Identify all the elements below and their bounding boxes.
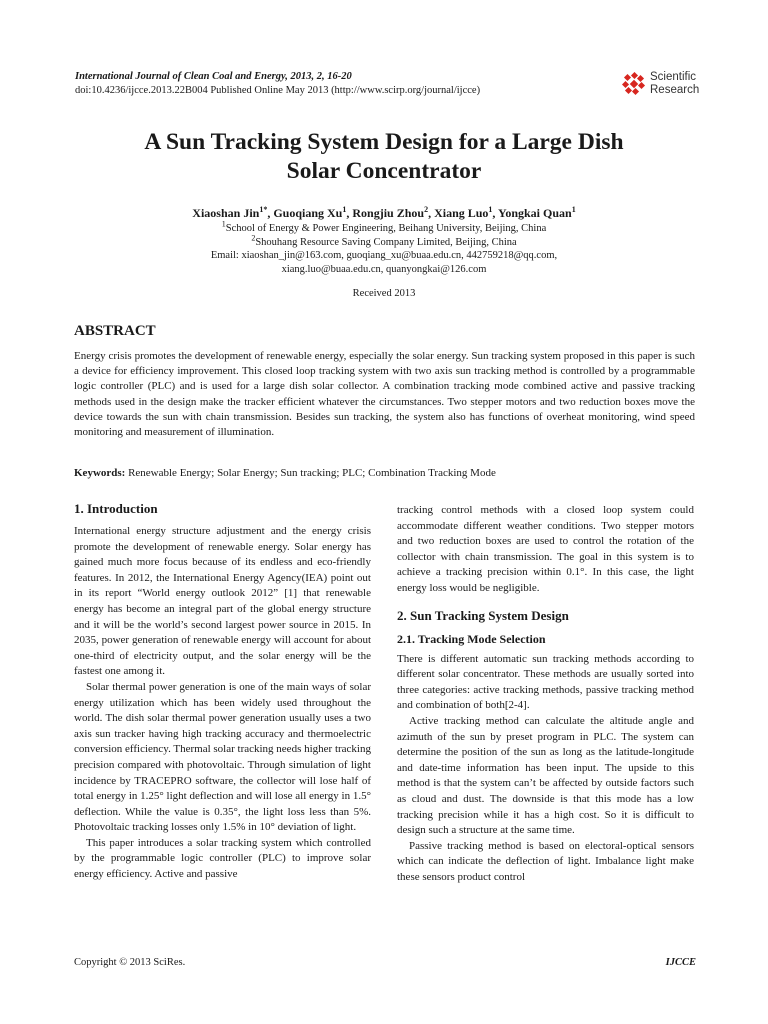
email-line-2: xiang.luo@buaa.edu.cn, quanyongkai@126.com — [281, 263, 487, 275]
section-heading: 2. Sun Tracking System Design — [397, 607, 569, 623]
author-separator: , — [492, 206, 498, 220]
paragraph: Solar thermal power generation is one of the main ways of solar energy utilization which has been widely used throughout the world. The dish solar thermal power generation usually uses a two axis sun tracker having high tracking accuracy and thermoelectric conversion efficiency. Thermal solar tracking needs higher tracking precision compared with photovoltaic. Through simulation of light incidence by TRACEPRO software, the collector will lose half of total energy in 1.25° light deflection and will lose all energy in 1.5° deflection. While the value is 0.35°, the light loss less than 5%. Photovoltaic tracking losses only 1.5% in 10° deviation of light. — [74, 680, 371, 834]
affiliation-text: School of Energy & Power Engineering, Beihang University, Beijing, China — [225, 223, 547, 234]
publisher-logo — [622, 70, 702, 100]
section-heading: 1. Introduction — [74, 501, 158, 516]
author-affiliation-mark: 1* — [259, 205, 268, 214]
doi-line: doi:10.4236/ijcce.2013.22B004 Published Online May 2013 (http://www.scirp.org/journal/ijcce) — [75, 85, 481, 96]
affiliation-mark: 2 — [251, 233, 256, 243]
author-separator: , — [267, 206, 274, 220]
abstract-body — [74, 349, 695, 440]
paragraph: tracking control methods with a closed loop system could accommodate different weather conditions. Two stepper motors and two reduction boxes are used to control the rotation of the collector with chain transmission. The goal in this system is to achieve a tracking precision within 0.1°. In this case, the light energy loss would be negligible. — [397, 504, 694, 594]
subsection-heading: 2.1. Tracking Mode Selection — [397, 631, 546, 646]
paragraph: This paper introduces a solar tracking system which controlled by the programmable logic controller (PLC) to improve solar energy efficiency. Active and passive — [74, 836, 371, 881]
keywords-label: Keywords: — [74, 467, 126, 479]
affiliation-mark: 1 — [221, 219, 226, 229]
author-name: Yongkai Quan — [497, 206, 572, 220]
affiliation-text: Shouhang Resource Saving Company Limited, Beijing, China — [255, 236, 517, 248]
journal-meta: , 2013, 2, 16-20 — [285, 71, 352, 82]
journal-citation — [75, 70, 480, 84]
keywords-text: Renewable Energy; Solar Energy; Sun tracking; PLC; Combination Tracking Mode — [125, 467, 496, 479]
logo-text — [650, 71, 699, 97]
title-line-1: A Sun Tracking System Design for a Large Dish — [144, 129, 624, 155]
received-date: Received 2013 — [352, 288, 416, 299]
paragraph: There is different automatic sun tracking methods according to different solar concentrator. These methods are usually sorted into three categories: active tracking methods, passive tracking method and combination of both[2-4]. — [397, 652, 694, 712]
affiliation — [60, 219, 708, 236]
author-name: Xiang Luo — [434, 206, 489, 220]
journal-header — [75, 70, 480, 98]
logo-line-1: Scientific — [650, 71, 697, 83]
keywords — [74, 466, 695, 481]
abstract-text: Energy crisis promotes the development of renewable energy, especially the solar energy. Sun tracking system proposed in this paper is such a device for efficiency improvement. This closed loop tracking system with two axis sun tracking method is controlled by a programmable logic controller (PLC) and is used for a large dish solar collector. A combination tracking mode combined active and passive tracking methods used in the design make the tracker efficient whatever the circumstances. Two stepper motors and two reduction boxes move the device towards the sun with chain transmission. Besides sun tracking, the system also has functions of overheat monitoring, wind speed monitoring and measurement of illumination. — [74, 350, 695, 439]
paragraph: Passive tracking method is based on electoral-optical sensors which can indicate the deflection of light. Imbalance light make these sensors product control — [397, 839, 694, 883]
email-line-1: Email: xiaoshan_jin@163.com, guoqiang_xu@buaa.edu.cn, 442759218@qq.com, — [210, 250, 558, 262]
paragraph: Active tracking method can calculate the altitude angle and azimuth of the sun by preset program in PLC. The system can determine the position of the sun as long as the latitude-longitude and date-time information has been input. The upside to this method is that the system can’t be affected by outside factors such as cloud and dust. The downside is that this mode has a low tracking precision while it has a high cost. So it is difficult to design such a structure at the same time. — [397, 714, 694, 837]
author-affiliation-mark: 1 — [488, 205, 493, 214]
logo-line-2: Research — [650, 84, 700, 96]
author-affiliation-mark: 2 — [424, 205, 429, 214]
author-name: Guoqiang Xu — [273, 206, 343, 220]
affiliations — [60, 219, 708, 276]
affiliation — [60, 233, 708, 250]
paragraph: International energy structure adjustment and the energy crisis promote the development of renewable energy. Solar energy has gained much more focus because of its endless and eco-friendly features. In 2012, the International Energy Agency(IEA) point out in its report “World energy outlook 2012” [1] that renewable energy has become an integral part of the global energy structure and it will be the world’s second largest power source in 2015. In 2035, power generation of renewable energy will account for about one-third of electricity output, and the solar energy will be the fastest one among it. — [74, 525, 371, 678]
title-line-2: Solar Concentrator — [286, 158, 482, 184]
right-column — [397, 503, 694, 885]
abstract-heading: ABSTRACT — [74, 323, 156, 339]
copyright: Copyright © 2013 SciRes. — [74, 957, 186, 968]
author-name: Rongjiu Zhou — [352, 206, 425, 220]
author-list — [60, 205, 708, 221]
author-separator: , — [428, 206, 435, 220]
author-affiliation-mark: 1 — [571, 205, 576, 214]
journal-abbreviation: IJCCE — [665, 957, 696, 968]
author-separator: , — [346, 206, 353, 220]
left-column — [74, 500, 371, 883]
scientific-research-logo-icon — [622, 72, 646, 96]
paper-title — [60, 128, 708, 186]
author-name: Xiaoshan Jin — [192, 206, 260, 220]
journal-name: International Journal of Clean Coal and Energy — [75, 71, 286, 82]
author-affiliation-mark: 1 — [342, 205, 347, 214]
